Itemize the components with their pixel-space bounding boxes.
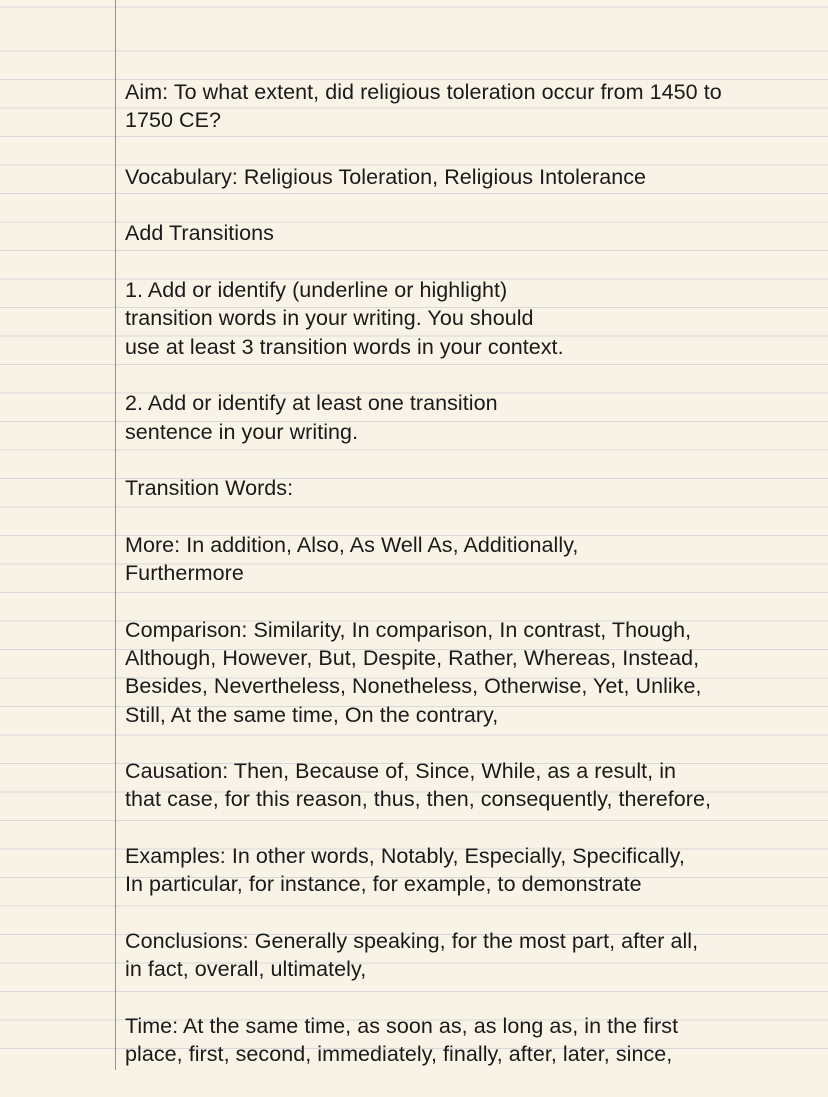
causation-category <box>125 757 815 814</box>
vocabulary-line: Vocabulary: Religious Toleration, Religious Intolerance <box>125 164 647 189</box>
note-body[interactable] <box>125 78 815 1097</box>
comparison-line: Comparison: Similarity, In comparison, In contrast, Though, <box>125 617 692 642</box>
aim-line: 1750 CE? <box>125 108 222 133</box>
examples-category <box>125 842 815 899</box>
comparison-line: Although, However, But, Despite, Rather, Whereas, Instead, <box>125 645 700 670</box>
conclusions-line: Conclusions: Generally speaking, for the most part, after all, <box>125 928 699 953</box>
comparison-line: Still, At the same time, On the contrary, <box>125 702 499 727</box>
more-category <box>125 531 815 588</box>
add-transitions-heading <box>125 219 815 247</box>
time-category <box>125 1012 815 1069</box>
aim-line: Aim: To what extent, did religious toleration occur from 1450 to <box>125 80 722 104</box>
transition-words-heading <box>125 474 815 502</box>
instruction-item-1 <box>125 276 815 361</box>
comparison-category <box>125 616 815 729</box>
examples-line: In particular, for instance, for example, to demonstrate <box>125 872 642 897</box>
conclusions-line: in fact, overall, ultimately, <box>125 957 367 982</box>
add-transitions-line: Add Transitions <box>125 221 274 246</box>
margin-line <box>115 0 116 1070</box>
instruction-2-line: 2. Add or identify at least one transition <box>125 391 498 416</box>
more-line: Furthermore <box>125 561 244 586</box>
conclusions-category <box>125 927 815 984</box>
instruction-2-line: sentence in your writing. <box>125 419 359 444</box>
more-line: More: In addition, Also, As Well As, Additionally, <box>125 532 579 557</box>
instruction-1-line: use at least 3 transition words in your context. <box>125 334 564 359</box>
comparison-line: Besides, Nevertheless, Nonetheless, Otherwise, Yet, Unlike, <box>125 674 702 699</box>
causation-line: that case, for this reason, thus, then, consequently, therefore, <box>125 787 712 812</box>
transition-words-heading-line: Transition Words: <box>125 476 294 501</box>
time-line: place, first, second, immediately, finally, after, later, since, <box>125 1042 673 1067</box>
vocabulary-paragraph <box>125 163 815 191</box>
instruction-1-line: 1. Add or identify (underline or highlight) <box>125 278 508 303</box>
examples-line: Examples: In other words, Notably, Especially, Specifically, <box>125 844 685 869</box>
time-line: Time: At the same time, as soon as, as long as, in the first <box>125 1013 679 1038</box>
instruction-item-2 <box>125 389 815 446</box>
aim-paragraph <box>125 78 815 135</box>
causation-line: Causation: Then, Because of, Since, While, as a result, in <box>125 759 677 784</box>
instruction-1-line: transition words in your writing. You should <box>125 306 534 331</box>
